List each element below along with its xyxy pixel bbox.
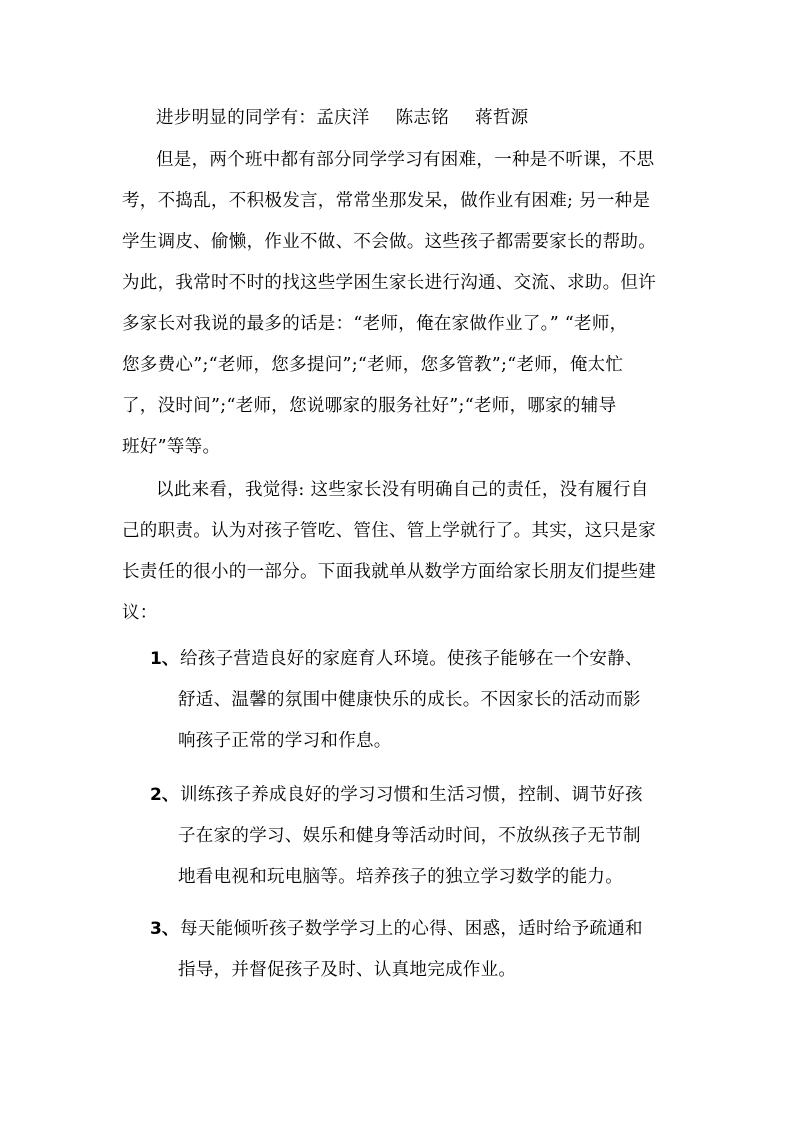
paragraph-line: 班好”等等。 xyxy=(122,437,221,457)
paragraph-line: 但是，两个班中都有部分同学学习有困难，一种是不听课，不思 xyxy=(156,150,655,170)
progress-label: 进步明显的同学有：孟庆洋 xyxy=(156,108,370,128)
paragraph-line: 为此，我常时不时的找这些学困生家长进行沟通、交流、求助。但许 xyxy=(122,273,656,293)
paragraph-line: 议： xyxy=(122,603,158,623)
list-item-line: 响孩子正常的学习和作息。 xyxy=(178,731,392,751)
list-item-line: 地看电视和玩电脑等。培养孩子的独立学习数学的能力。 xyxy=(178,867,623,887)
list-number: 1、 xyxy=(150,649,179,669)
list-number: 3、 xyxy=(150,919,179,939)
paragraph-line: 了，没时间”;“老师，您说哪家的服务社好”;“老师，哪家的辅导 xyxy=(122,396,617,416)
progress-students-line xyxy=(156,106,716,130)
paragraph-line: 学生调皮、偷懒，作业不做、不会做。这些孩子都需要家长的帮助。 xyxy=(122,232,656,252)
paragraph-line: 长责任的很小的一部分。下面我就单从数学方面给家长朋友们提些建 xyxy=(122,562,656,582)
list-item-line: 每天能倾听孩子数学学习上的心得、困惑，适时给予疏通和 xyxy=(180,919,643,939)
list-item-line: 舒适、温馨的氛围中健康快乐的成长。不因家长的活动而影 xyxy=(178,690,641,710)
list-item-line: 子在家的学习、娱乐和健身等活动时间，不放纵孩子无节制 xyxy=(178,826,641,846)
paragraph-line: 己的职责。认为对孩子管吃、管住、管上学就行了。其实，这只是家 xyxy=(122,521,656,541)
list-item-line: 指导，并督促孩子及时、认真地完成作业。 xyxy=(178,960,517,980)
list-item-line: 训练孩子养成良好的学习习惯和生活习惯，控制、调节好孩 xyxy=(180,785,643,805)
list-item-line: 给孩子营造良好的家庭育人环境。使孩子能够在一个安静、 xyxy=(180,649,643,669)
paragraph-line: 多家长对我说的最多的话是：“老师，俺在家做作业了。” “老师， xyxy=(122,314,628,334)
student-name: 陈志铭 xyxy=(395,108,450,128)
list-number: 2、 xyxy=(150,785,179,805)
paragraph-line: 您多费心”;“老师，您多提问”;“老师，您多管教”;“老师，俺太忙 xyxy=(122,355,624,375)
paragraph-line: 考，不捣乱，不积极发言，常常坐那发呆，做作业有困难; 另一种是 xyxy=(122,191,651,211)
student-name: 蒋哲源 xyxy=(475,108,529,128)
paragraph-line: 以此来看，我觉得: 这些家长没有明确自己的责任，没有履行自 xyxy=(156,480,649,500)
